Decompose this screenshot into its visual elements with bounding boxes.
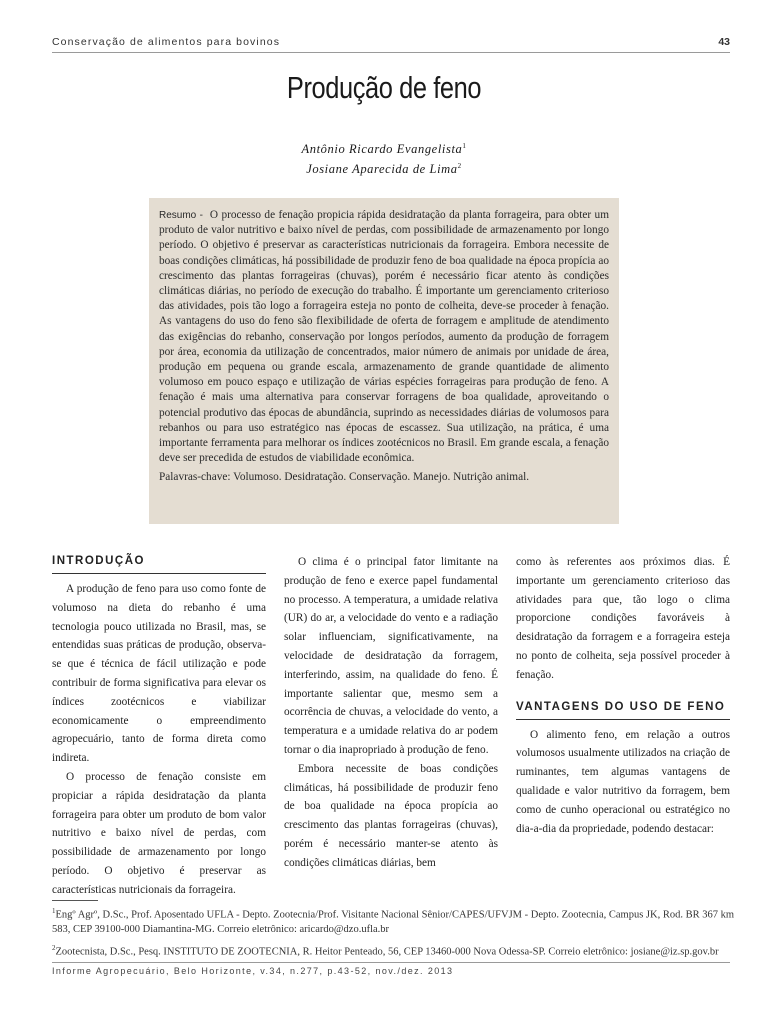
running-header bbox=[52, 36, 730, 50]
journal-citation: Informe Agropecuário, Belo Horizonte, v.34, n.277, p.43-52, nov./dez. 2013 bbox=[52, 966, 454, 976]
paragraph: O alimento feno, em relação a outros volumosos usualmente utilizados na criação de ruminantes, tem algumas vantagens de qualidade e valor nutritivo da forragem, bem como de cunho operacional ou estratégico no dia-a-dia da propriedade, podendo destacar: bbox=[516, 728, 730, 835]
paragraph: O clima é o principal fator limitante na produção de feno e exerce papel fundamental no processo. A temperatura, a umidade relativa (UR) do ar, a velocidade do vento e a radiação solar influenciam, significativamente, na velocidade de desidratação da forragem, interferindo, assim, na qualidade do feno. É importante salientar que, mesmo sem a ocorrência de chuvas, a velocidade do vento, a temperatura e a umidade relativa do ar podem tornar o dia inapropriado à produção de feno. bbox=[284, 556, 498, 756]
footnote-2: $^2$Zootecnista, D.Sc., Pesq. INSTITUTO DE ZOOTECNIA, R. Heitor Penteado, 56, CEP 13460-000 Nova Odessa-SP. Correio eletrônico: josiane@iz.sp.gov.br bbox=[52, 943, 719, 957]
paragraph: A produção de feno para uso como fonte de volumoso na dieta do rebanho é uma tecnologia pouco utilizada no Brasil, mas, se entendidas suas práticas de produção, observa-se que é técnica de fácil utilização e pode contribuir de forma significativa para elevar os índices zootécnicos e viabilizar economicamente o empreendimento agropecuário, tanto de forma direta como indireta. bbox=[52, 583, 266, 765]
section-heading-advantages: VANTAGENS DO USO DE FENO bbox=[516, 699, 730, 720]
column-1 bbox=[52, 553, 266, 900]
column-3 bbox=[516, 553, 730, 838]
author-2: Josiane Aparecida de Lima$^2$ bbox=[306, 162, 462, 177]
author-list bbox=[0, 138, 768, 178]
running-title: Conservação de alimentos para bovinos bbox=[52, 36, 281, 48]
column-2 bbox=[284, 553, 498, 873]
abstract-label: Resumo - bbox=[159, 210, 203, 221]
abstract-box bbox=[149, 198, 619, 524]
footnote-1: $^1$Engº Agrº, D.Sc., Prof. Aposentado UFLA - Depto. Zootecnia/Prof. Visitante Nacional Sênior/CAPES/UFVJM - Depto. Zootecnia, Campus JK, Rod. BR 367 km 583, CEP 39100-000 Diamantina-MG. Correio eletrônico: aricardo@dzo.ufla.br bbox=[52, 907, 735, 935]
paragraph: como às referentes aos próximos dias. É importante um gerenciamento criterioso das atividades para que, tão logo o clima proporcione condições favoráveis à desidratação da forragem e a forrageira esteja no ponto de colheita, seja possível proceder à fenação. bbox=[516, 556, 730, 681]
abstract-text: Resumo - O processo de fenação propicia rápida desidratação da planta forrageira, para obter um produto de valor nutritivo e baixo nível de perdas, com possibilidade de armazenamento por longo período. O objetivo é preservar as características nutricionais da forrageira. Embora necessite de boas condições climáticas, há possibilidade de produzir feno de boa qualidade na época propícia ao crescimento das plantas forrageiras (chuvas), porém é necessário ficar atento às condições climáticas diárias, no período de execução do trabalho. É importante um gerenciamento criterioso das atividades, pois tão logo a forrageira esteja no ponto de colheita, deve-se proceder à fenação. As vantagens do uso do feno são flexibilidade de oferta de forragem e amplitude de atendimento das exigências do rebanho, conservação por longos períodos, aumento da produção de forragem por área, economia da utilização de concentrados, maior número de animais por unidade de área, produção em pequena ou grande escala, armazenamento de grande quantidade de alimento volumoso em pouco espaço e utilização de várias espécies forrageiras para produção de feno. A fenação é mais uma alternativa para conservar forragens de boa qualidade, aproveitando o potencial produtivo das épocas de abundância, suprindo as necessidades diárias de volumosos para rebanhos ou para uso estratégico nas épocas de escassez. Sua utilização, na prática, é uma importante ferramenta para melhorar os índices zootécnicos no Brasil. Em grande escala, a fenação deve ser precedida de estudos de viabilidade econômica. bbox=[159, 209, 609, 465]
article-title: Produção de feno bbox=[286, 70, 482, 105]
footnotes bbox=[52, 904, 742, 963]
paragraph: Embora necessite de boas condições climáticas, há possibilidade de produzir feno de boa qualidade na época propícia ao crescimento das plantas forrageiras (chuvas), porém é necessário manter-se atento às condições climáticas diárias, bem bbox=[284, 762, 498, 869]
page-number: 43 bbox=[718, 36, 730, 48]
footer-rule bbox=[52, 962, 730, 963]
section-heading-introduction: INTRODUÇÃO bbox=[52, 553, 266, 574]
paragraph: O processo de fenação consiste em propiciar a rápida desidratação da planta forrageira para obter um produto de bom valor nutritivo e baixo nível de perdas, com possibilidade de armazenamento por longo período. O objetivo é preservar as características nutricionais da forrageira. bbox=[52, 770, 266, 896]
keywords: Palavras-chave: Volumoso. Desidratação. Conservação. Manejo. Nutrição animal. bbox=[159, 471, 530, 484]
author-1: Antônio Ricardo Evangelista$^1$ bbox=[301, 142, 467, 157]
footnote-rule bbox=[52, 900, 98, 901]
header-rule bbox=[52, 52, 730, 53]
